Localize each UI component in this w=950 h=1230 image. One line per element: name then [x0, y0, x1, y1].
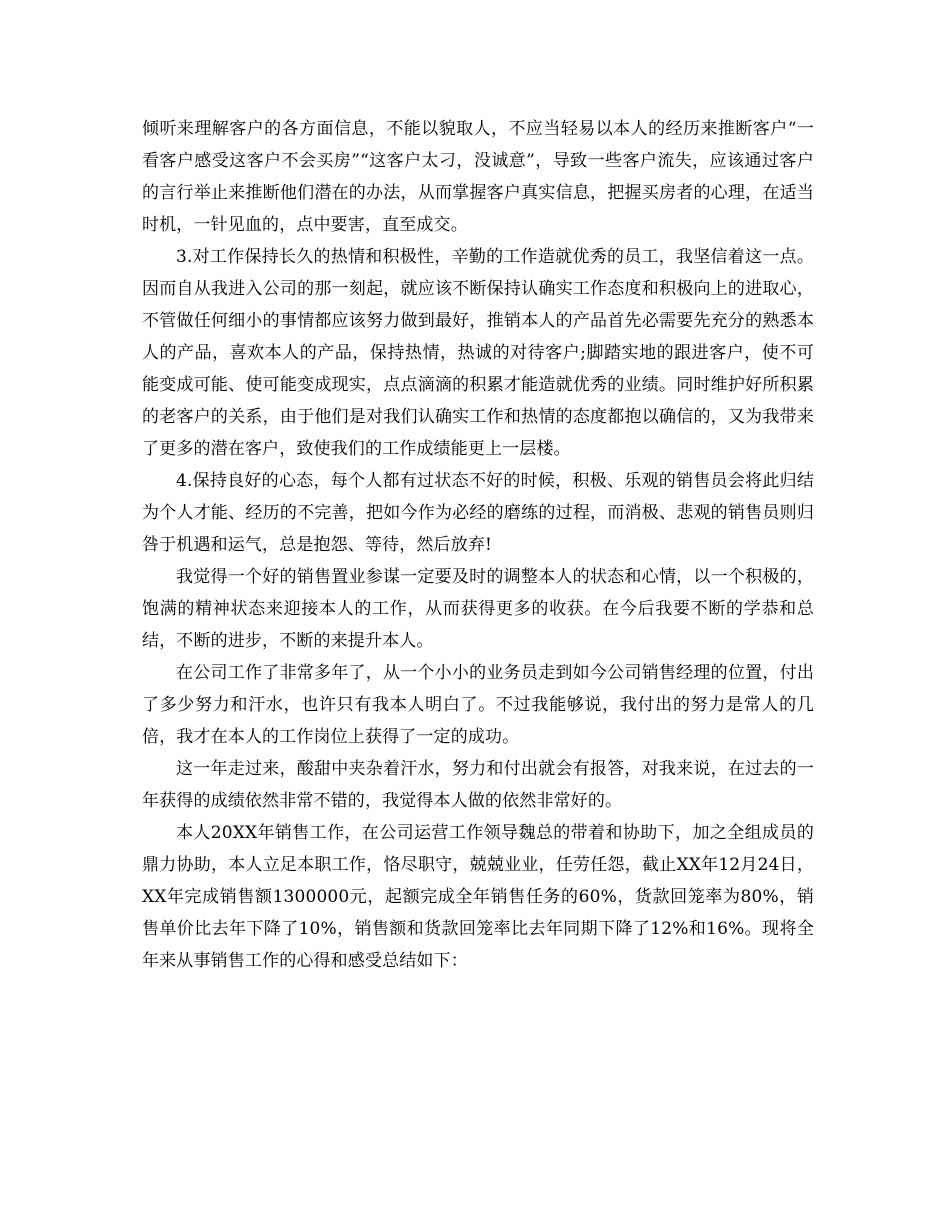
paragraph-item-3-enthusiasm: 3.对工作保持长久的热情和积极性，辛勤的工作造就优秀的员工，我坚信着这一点。因而自从我进入公司的那一刻起，就应该不断保持认确实工作态度和积极向上的进取心，不管做任何细小的事情都应该努力做到最好，推销本人的产品首先必需要先充分的熟悉本人的产品，喜欢本人的产品，保持热情，热诚的对待客户;脚踏实地的跟进客户，使不可能变成可能、使可能变成现实，点点滴滴的积累才能造就优秀的业绩。同时维护好所积累的老客户的关系，由于他们是对我们认确实工作和热情的态度都抱以确信的，又为我带来了更多的潜在客户，致使我们的工作成绩能更上一层楼。: [142, 247, 814, 459]
paragraph-customer-listening: 倾听来理解客户的各方面信息，不能以貌取人，不应当轻易以本人的经历来推断客户“一看客户感受这客户不会买房”“这客户太刁，没诚意”，导致一些客户流失，应该通过客户的言行举止来推断他们潜在的办法，从而掌握客户真实信息，把握买房者的心理，在适当时机，一针见血的，点中要害，直至成交。: [142, 119, 814, 235]
paragraph-adjust-state: 我觉得一个好的销售置业参谋一定要及时的调整本人的状态和心情，以一个积极的，饱满的精神状态来迎接本人的工作，从而获得更多的收获。在今后我要不断的学恭和总结，不断的进步，不断的来提升本人。: [142, 567, 814, 651]
paragraph-sales-summary: 本人20XX年销售工作，在公司运营工作领导魏总的带着和协助下，加之全组成员的鼎力协助，本人立足本职工作，恪尽职守，兢兢业业，任劳任怨，截止XX年12月24日，XX年完成销售额1300000元，起额完成全年销售任务的60%，货款回笼率为80%，销售单价比去年下降了10%，销售额和货款回笼率比去年同期下降了12%和16%。现将全年来从事销售工作的心得和感受总结如下：: [142, 823, 814, 971]
paragraph-career-path: 在公司工作了非常多年了，从一个小小的业务员走到如今公司销售经理的位置，付出了多少努力和汗水，也许只有我本人明白了。不过我能够说，我付出的努力是常人的几倍，我才在本人的工作岗位上获得了一定的成功。: [142, 663, 814, 747]
paragraph-item-4-attitude: 4.保持良好的心态，每个人都有过状态不好的时候，积极、乐观的销售员会将此归结为个人才能、经历的不完善，把如今作为必经的磨练的过程，而消极、悲观的销售员则归咎于机遇和运气，总是抱怨、等待，然后放弃!: [142, 471, 814, 555]
paragraph-year-review: 这一年走过来，酸甜中夹杂着汗水，努力和付出就会有报答，对我来说，在过去的一年获得的成绩依然非常不错的，我觉得本人做的依然非常好的。: [142, 759, 814, 811]
document-page: [142, 113, 814, 977]
